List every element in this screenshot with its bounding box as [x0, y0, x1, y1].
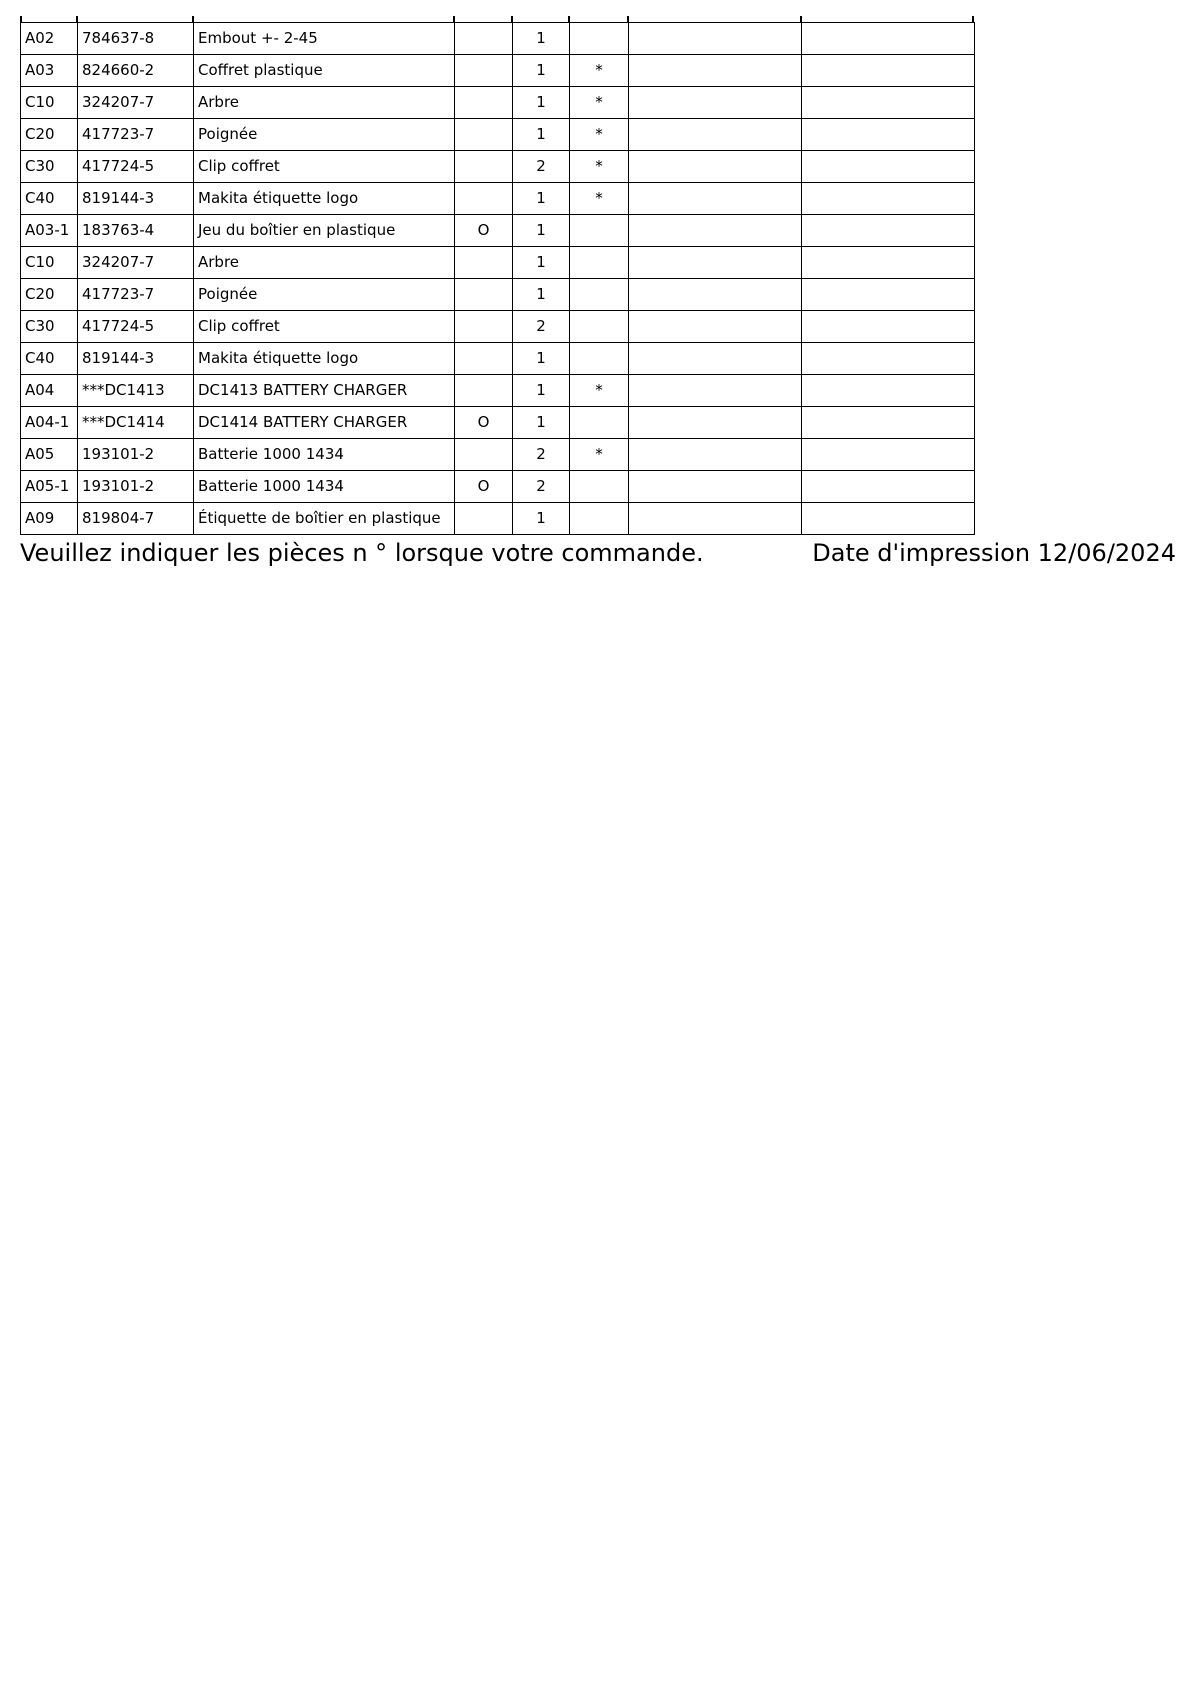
blank-cell — [802, 471, 975, 503]
quantity-cell: 1 — [513, 247, 570, 279]
table-row — [21, 23, 975, 55]
blank-cell — [802, 439, 975, 471]
table-row — [21, 407, 975, 439]
quantity-cell: 1 — [513, 183, 570, 215]
part-number-cell: 819804-7 — [78, 503, 194, 535]
blank-cell — [629, 407, 802, 439]
description-cell: Poignée — [194, 119, 455, 151]
ref-cell: A04 — [21, 375, 78, 407]
description-cell: Coffret plastique — [194, 55, 455, 87]
part-number-cell: 824660-2 — [78, 55, 194, 87]
table-row — [21, 87, 975, 119]
blank-cell — [629, 215, 802, 247]
part-number-cell: 193101-2 — [78, 471, 194, 503]
part-number-cell: 324207-7 — [78, 87, 194, 119]
part-number-cell: 417724-5 — [78, 311, 194, 343]
description-cell: Batterie 1000 1434 — [194, 439, 455, 471]
description-cell: Clip coffret — [194, 311, 455, 343]
option-cell: O — [455, 215, 513, 247]
ref-cell: A05 — [21, 439, 78, 471]
ref-cell: C30 — [21, 151, 78, 183]
quantity-cell: 1 — [513, 375, 570, 407]
option-cell — [455, 503, 513, 535]
blank-cell — [802, 23, 975, 55]
part-number-cell: 193101-2 — [78, 439, 194, 471]
mark-cell — [570, 343, 629, 375]
mark-cell: * — [570, 375, 629, 407]
option-cell — [455, 311, 513, 343]
part-number-cell: 819144-3 — [78, 343, 194, 375]
blank-cell — [802, 503, 975, 535]
order-note: Veuillez indiquer les pièces n ° lorsque votre commande. — [20, 539, 704, 567]
mark-cell — [570, 503, 629, 535]
ref-cell: A05-1 — [21, 471, 78, 503]
ref-cell: C40 — [21, 343, 78, 375]
table-row — [21, 151, 975, 183]
table-row — [21, 55, 975, 87]
blank-cell — [629, 183, 802, 215]
table-row — [21, 439, 975, 471]
option-cell — [455, 87, 513, 119]
quantity-cell: 2 — [513, 311, 570, 343]
option-cell — [455, 279, 513, 311]
mark-cell: * — [570, 439, 629, 471]
part-number-cell: 417723-7 — [78, 119, 194, 151]
description-cell: Clip coffret — [194, 151, 455, 183]
blank-cell — [802, 55, 975, 87]
quantity-cell: 1 — [513, 503, 570, 535]
blank-cell — [629, 151, 802, 183]
blank-cell — [629, 343, 802, 375]
blank-cell — [802, 343, 975, 375]
ref-cell: C20 — [21, 279, 78, 311]
blank-cell — [802, 279, 975, 311]
quantity-cell: 1 — [513, 87, 570, 119]
option-cell — [455, 439, 513, 471]
ref-cell: C20 — [21, 119, 78, 151]
description-cell: Embout +- 2-45 — [194, 23, 455, 55]
description-cell: Arbre — [194, 87, 455, 119]
blank-cell — [629, 23, 802, 55]
description-cell: Arbre — [194, 247, 455, 279]
blank-cell — [629, 503, 802, 535]
part-number-cell: 324207-7 — [78, 247, 194, 279]
quantity-cell: 1 — [513, 279, 570, 311]
ref-cell: A03-1 — [21, 215, 78, 247]
blank-cell — [629, 55, 802, 87]
description-cell: DC1414 BATTERY CHARGER — [194, 407, 455, 439]
table-row — [21, 279, 975, 311]
table-row — [21, 183, 975, 215]
blank-cell — [802, 151, 975, 183]
part-number-cell: 417724-5 — [78, 151, 194, 183]
option-cell — [455, 375, 513, 407]
table-row — [21, 215, 975, 247]
ref-cell: C10 — [21, 87, 78, 119]
option-cell: O — [455, 407, 513, 439]
description-cell: Makita étiquette logo — [194, 343, 455, 375]
mark-cell — [570, 247, 629, 279]
blank-cell — [629, 471, 802, 503]
quantity-cell: 1 — [513, 55, 570, 87]
blank-cell — [629, 119, 802, 151]
ref-cell: A02 — [21, 23, 78, 55]
mark-cell: * — [570, 55, 629, 87]
ref-cell: C10 — [21, 247, 78, 279]
mark-cell — [570, 471, 629, 503]
blank-cell — [629, 87, 802, 119]
mark-cell — [570, 407, 629, 439]
table-row — [21, 247, 975, 279]
blank-cell — [802, 247, 975, 279]
description-cell: Jeu du boîtier en plastique — [194, 215, 455, 247]
blank-cell — [629, 311, 802, 343]
description-cell: Étiquette de boîtier en plastique — [194, 503, 455, 535]
print-date: Date d'impression 12/06/2024 — [812, 539, 1176, 567]
blank-cell — [802, 119, 975, 151]
option-cell — [455, 119, 513, 151]
mark-cell: * — [570, 151, 629, 183]
ref-cell: A04-1 — [21, 407, 78, 439]
blank-cell — [629, 247, 802, 279]
part-number-cell: ***DC1414 — [78, 407, 194, 439]
description-cell: Poignée — [194, 279, 455, 311]
blank-cell — [802, 375, 975, 407]
table-row — [21, 119, 975, 151]
part-number-cell: 183763-4 — [78, 215, 194, 247]
mark-cell: * — [570, 87, 629, 119]
part-number-cell: 417723-7 — [78, 279, 194, 311]
mark-cell: * — [570, 183, 629, 215]
part-number-cell: 784637-8 — [78, 23, 194, 55]
option-cell — [455, 343, 513, 375]
quantity-cell: 2 — [513, 151, 570, 183]
option-cell — [455, 55, 513, 87]
option-cell — [455, 23, 513, 55]
quantity-cell: 1 — [513, 23, 570, 55]
ref-cell: C40 — [21, 183, 78, 215]
table-row — [21, 311, 975, 343]
description-cell: Makita étiquette logo — [194, 183, 455, 215]
description-cell: Batterie 1000 1434 — [194, 471, 455, 503]
option-cell — [455, 183, 513, 215]
quantity-cell: 1 — [513, 407, 570, 439]
blank-cell — [802, 183, 975, 215]
blank-cell — [802, 311, 975, 343]
mark-cell: * — [570, 119, 629, 151]
quantity-cell: 1 — [513, 215, 570, 247]
mark-cell — [570, 311, 629, 343]
mark-cell — [570, 23, 629, 55]
blank-cell — [802, 87, 975, 119]
mark-cell — [570, 215, 629, 247]
blank-cell — [802, 407, 975, 439]
option-cell — [455, 151, 513, 183]
option-cell — [455, 247, 513, 279]
ref-cell: A03 — [21, 55, 78, 87]
mark-cell — [570, 279, 629, 311]
blank-cell — [802, 215, 975, 247]
ref-cell: C30 — [21, 311, 78, 343]
quantity-cell: 1 — [513, 119, 570, 151]
ref-cell: A09 — [21, 503, 78, 535]
blank-cell — [629, 375, 802, 407]
parts-table — [20, 22, 975, 535]
blank-cell — [629, 279, 802, 311]
table-row — [21, 375, 975, 407]
part-number-cell: 819144-3 — [78, 183, 194, 215]
table-row — [21, 503, 975, 535]
option-cell: O — [455, 471, 513, 503]
part-number-cell: ***DC1413 — [78, 375, 194, 407]
blank-cell — [629, 439, 802, 471]
quantity-cell: 2 — [513, 439, 570, 471]
table-row — [21, 343, 975, 375]
description-cell: DC1413 BATTERY CHARGER — [194, 375, 455, 407]
table-row — [21, 471, 975, 503]
quantity-cell: 1 — [513, 343, 570, 375]
quantity-cell: 2 — [513, 471, 570, 503]
